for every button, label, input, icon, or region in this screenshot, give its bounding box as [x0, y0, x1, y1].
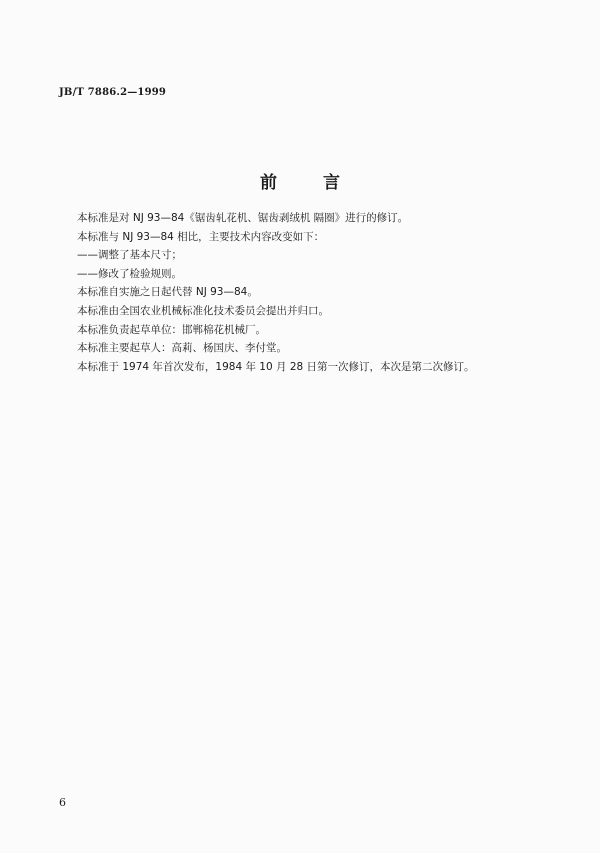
paragraph-replacement: 本标准自实施之日起代替 NJ 93—84。: [77, 286, 258, 299]
paragraph-proposing-committee: 本标准由全国农业机械标准化技术委员会提出并归口。: [77, 304, 329, 317]
list-item-inspection-rules: ——修改了检验规则。: [77, 267, 182, 280]
section-title-foreword: 前 言: [260, 173, 360, 193]
foreword-body: [77, 209, 557, 376]
paragraph-drafters: 本标准主要起草人：高莉、杨国庆、李付堂。: [77, 342, 287, 355]
paragraph-revision-basis: 本标准是对 NJ 93—84《锯齿轧花机、锯齿剥绒机 隔圈》进行的修订。: [77, 212, 409, 224]
paragraph-drafting-unit: 本标准负责起草单位：邯郸棉花机械厂。: [77, 323, 266, 336]
paragraph-changes-intro: 本标准与 NJ 93—84 相比，主要技术内容改变如下：: [77, 230, 325, 243]
page-number: 6: [59, 796, 66, 809]
list-item-dimensions: ——调整了基本尺寸；: [77, 249, 182, 262]
standard-number: JB/T 7886.2—1999: [59, 87, 167, 98]
paragraph-publication-history: 本标准于 1974 年首次发布，1984 年 10 月 28 日第一次修订，本次是第二次修订。: [77, 360, 475, 373]
